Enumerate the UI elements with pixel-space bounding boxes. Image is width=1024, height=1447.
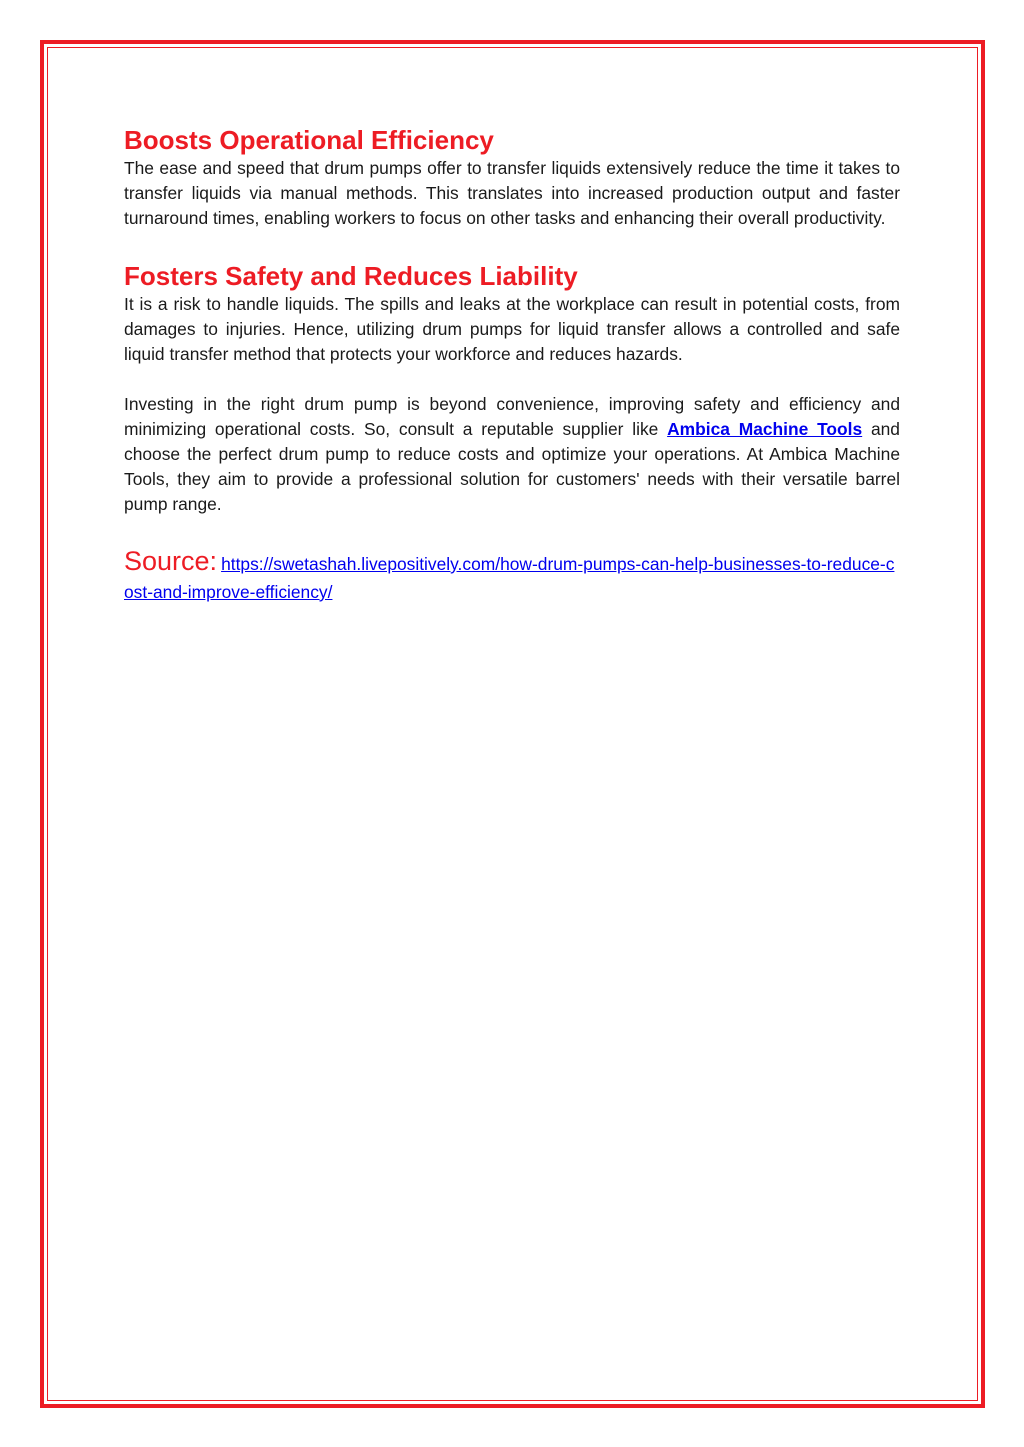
source-line	[124, 547, 900, 606]
ambica-machine-tools-link[interactable]: Ambica Machine Tools	[667, 419, 863, 439]
section-body: The ease and speed that drum pumps offer to transfer liquids extensively reduce the time it takes to transfer liquids via manual methods. This translates into increased production output and faster turnaround times, enabling workers to focus on other tasks and enhancing their overall productivity.	[124, 158, 900, 228]
section-safety-liability	[124, 260, 900, 367]
section-operational-efficiency	[124, 124, 900, 231]
section-heading: Boosts Operational Efficiency	[124, 125, 494, 155]
section-heading: Fosters Safety and Reduces Liability	[124, 261, 578, 291]
source-label: Source:	[124, 546, 218, 576]
investing-paragraph	[124, 392, 900, 517]
section-body: It is a risk to handle liquids. The spills and leaks at the workplace can result in potential costs, from damages to injuries. Hence, utilizing drum pumps for liquid transfer allows a controlled and safe liquid transfer method that protects your workforce and reduces hazards.	[124, 294, 900, 364]
investing-text-before: Investing in the right drum pump is beyond convenience, improving safety and efficiency and minimizing operational costs. So, consult a reputable supplier like	[124, 394, 900, 439]
document-content	[124, 124, 900, 606]
source-url-link[interactable]: https://swetashah.livepositively.com/how-drum-pumps-can-help-businesses-to-reduce-cost-and-improve-efficiency/	[124, 554, 895, 602]
investing-text-after: and choose the perfect drum pump to reduce costs and optimize your operations. At Ambica Machine Tools, they aim to provide a professional solution for customers' needs with their versatile barrel pump range.	[124, 419, 900, 514]
